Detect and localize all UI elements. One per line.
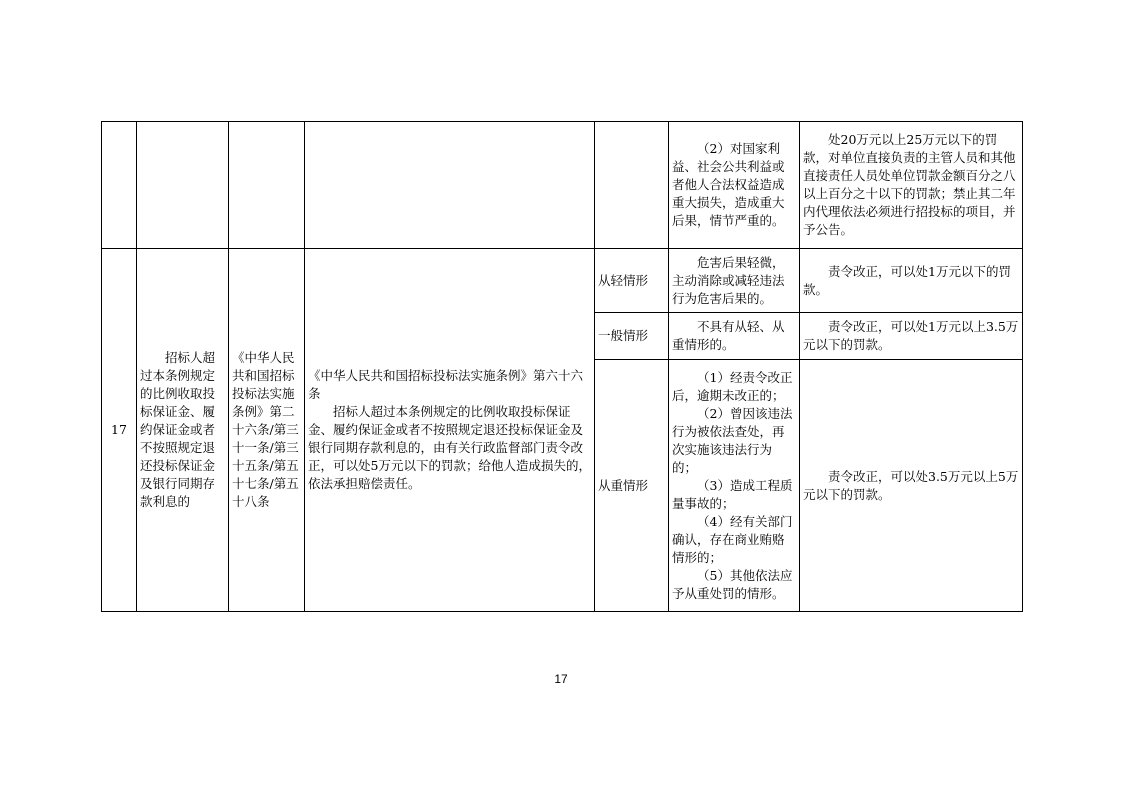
empty-cell (595, 122, 669, 249)
item-number: 17 (102, 249, 137, 612)
penalty-cell: 责令改正，可以处3.5万元以上5万元以下的罚款。 (800, 360, 1023, 612)
situation-cell: （2）对国家利益、社会公共利益或者他人合法权益造成重大损失，造成重大后果，情节严重的。 (669, 122, 800, 249)
situation-item: （2）曾因该违法行为被依法查处，再次实施该违法行为的； (672, 405, 793, 475)
legal-text-cell (305, 249, 595, 612)
table-row (102, 122, 1023, 249)
penalty-cell: 责令改正，可以处1万元以下的罚款。 (800, 249, 1023, 313)
legal-text-body: 招标人超过本条例规定的比例收取投标保证金、履约保证金或者不按照规定退还投标保证金及银行同期存款利息的，由有关行政监督部门责令改正，可以处5万元以下的罚款；给他人造成损失的，依法承担赔偿责任。 (308, 404, 591, 491)
situation-item: （1）经责令改正后，逾期未改正的； (672, 369, 793, 403)
legal-basis-cell: 《中华人民共和国招标投标法实施条例》第二十六条/第三十一条/第三十五条/第五十七条/第五十八条 (229, 249, 305, 612)
category-cell: 从轻情形 (595, 249, 669, 313)
violation-behavior-cell: 招标人超过本条例规定的比例收取投标保证金、履约保证金或者不按照规定退还投标保证金及银行同期存款利息的 (137, 249, 229, 612)
situation-item: （4）经有关部门确认，存在商业贿赂情形的； (672, 513, 793, 565)
penalty-cell: 责令改正，可以处1万元以上3.5万元以下的罚款。 (800, 313, 1023, 360)
empty-cell (137, 122, 229, 249)
penalty-cell: 处20万元以上25万元以下的罚款，对单位直接负责的主管人员和其他直接责任人员处单位罚款金额百分之八以上百分之十以下的罚款；禁止其二年内代理依法必须进行招投标的项目，并予公告。 (800, 122, 1023, 249)
situation-list-cell (669, 360, 800, 612)
empty-cell (305, 122, 595, 249)
situation-cell: 危害后果轻微，主动消除或减轻违法行为危害后果的。 (669, 249, 800, 313)
table-row (102, 249, 1023, 313)
situation-item: （5）其他依法应予从重处罚的情形。 (672, 567, 793, 601)
situation-cell: 不具有从轻、从重情形的。 (669, 313, 800, 360)
page-number: 17 (554, 672, 568, 686)
legal-text-title: 《中华人民共和国招标投标法实施条例》第六十六条 (308, 368, 584, 401)
penalty-standard-table (101, 121, 1023, 612)
category-cell: 一般情形 (595, 313, 669, 360)
empty-cell (229, 122, 305, 249)
category-cell: 从重情形 (595, 360, 669, 612)
situation-item: （3）造成工程质量事故的； (672, 477, 793, 511)
empty-cell (102, 122, 137, 249)
